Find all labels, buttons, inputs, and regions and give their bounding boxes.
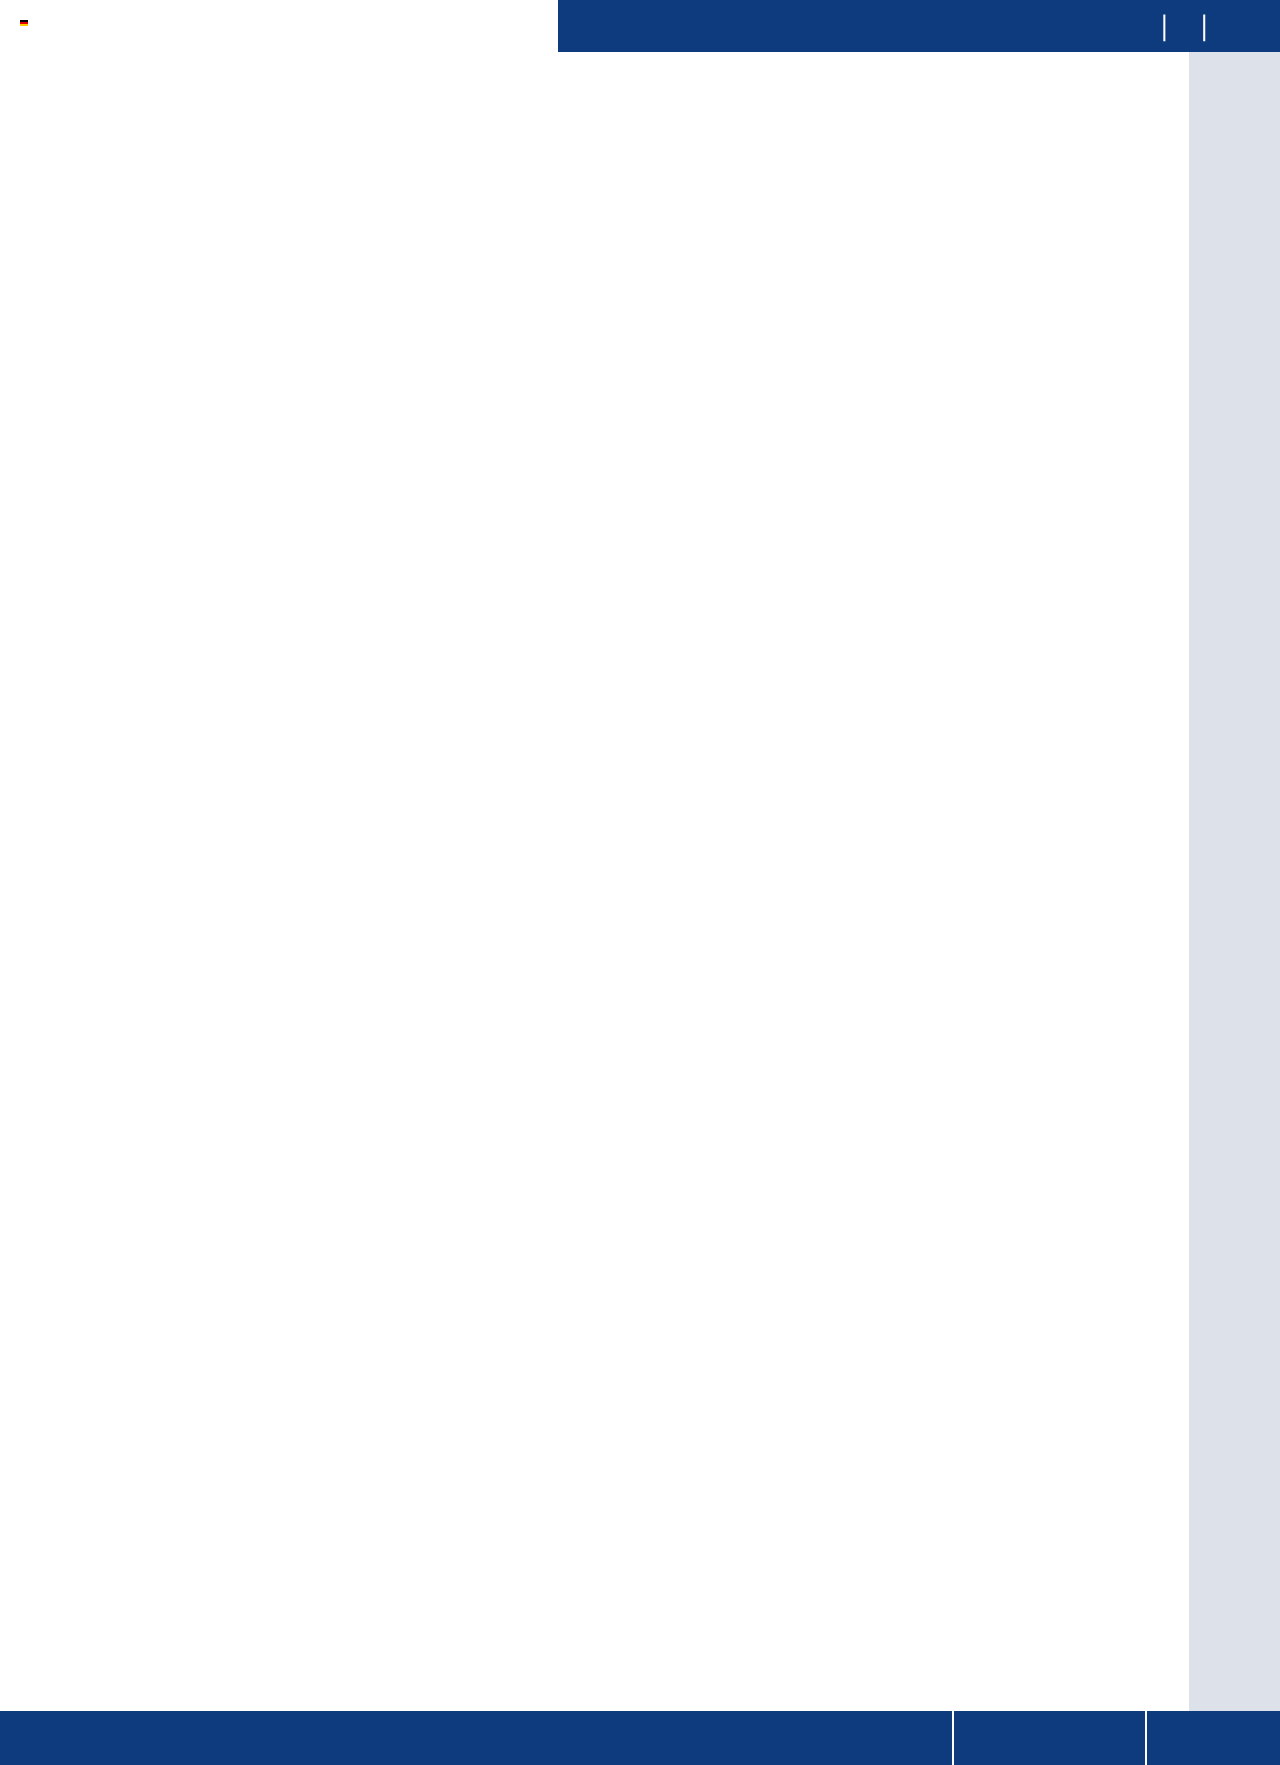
header-separator: | bbox=[1160, 10, 1169, 42]
metro-logo bbox=[952, 1711, 1147, 1765]
category-sidebar bbox=[1189, 52, 1280, 1717]
header-separator: | bbox=[1200, 10, 1208, 42]
page-header bbox=[558, 0, 1280, 52]
flag-icon bbox=[20, 20, 28, 26]
